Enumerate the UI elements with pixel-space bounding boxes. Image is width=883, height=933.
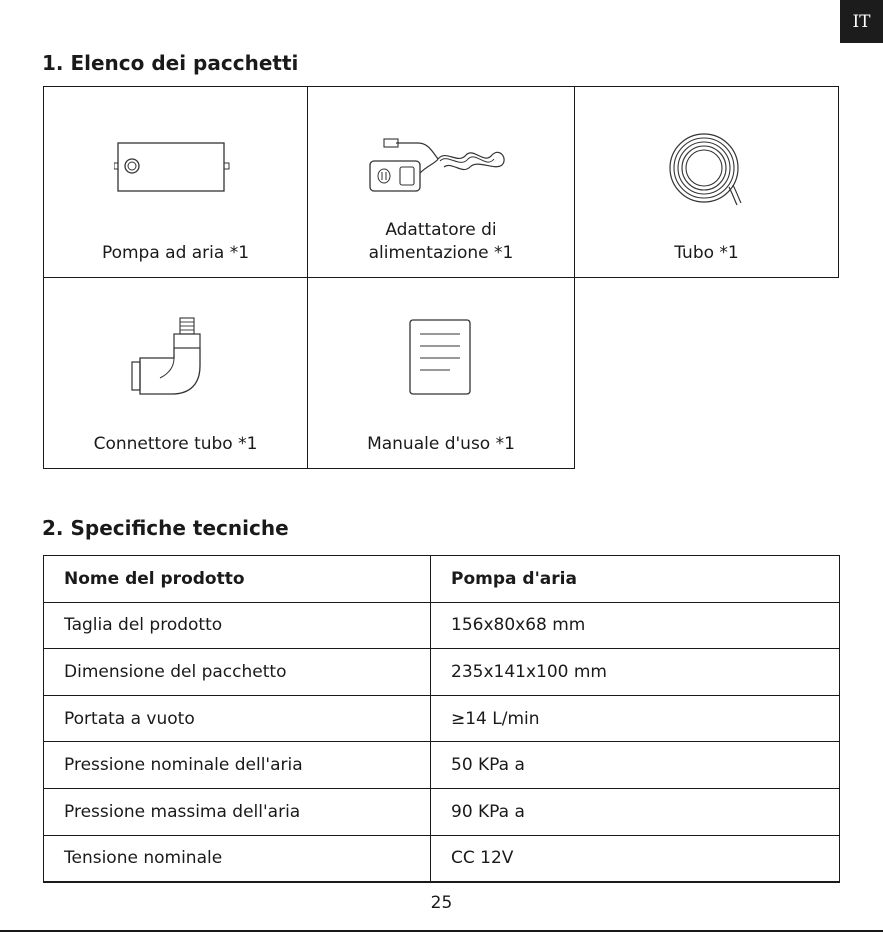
spec-name: Taglia del prodotto xyxy=(44,602,431,649)
tech-specs-title: 2. Specifiche tecniche xyxy=(42,516,289,540)
package-item-label: Adattatore di alimentazione *1 xyxy=(368,220,514,263)
spec-value: 90 KPa a xyxy=(431,788,840,835)
page-number: 25 xyxy=(430,893,453,913)
spec-value: 156x80x68 mm xyxy=(431,602,840,649)
package-item-label: Tubo *1 xyxy=(674,243,739,263)
package-item-label: Connettore tubo *1 xyxy=(93,434,258,454)
package-item-tube xyxy=(574,86,839,278)
table-row xyxy=(44,788,840,835)
spec-value: 50 KPa a xyxy=(431,742,840,789)
spec-header-name: Nome del prodotto xyxy=(44,556,431,603)
language-tab: IT xyxy=(840,0,883,43)
package-list-title: 1. Elenco dei pacchetti xyxy=(42,51,299,75)
air-pump-icon xyxy=(114,139,240,195)
spec-name: Pressione nominale dell'aria xyxy=(44,742,431,789)
bottom-divider xyxy=(0,930,883,932)
spec-header-value: Pompa d'aria xyxy=(431,556,840,603)
power-adapter-icon xyxy=(366,135,512,197)
spec-name: Portata a vuoto xyxy=(44,695,431,742)
spec-header-row xyxy=(44,556,840,603)
table-row xyxy=(44,602,840,649)
manual-icon xyxy=(408,318,474,398)
table-row xyxy=(44,649,840,696)
spec-value: ≥14 L/min xyxy=(431,695,840,742)
tube-coil-icon xyxy=(667,131,747,211)
table-row xyxy=(44,695,840,742)
spec-name: Pressione massima dell'aria xyxy=(44,788,431,835)
package-item-tube-connector xyxy=(43,277,308,469)
spec-name: Dimensione del pacchetto xyxy=(44,649,431,696)
spec-name: Tensione nominale xyxy=(44,835,431,882)
spec-table xyxy=(43,555,840,883)
package-item-power-adapter xyxy=(307,86,575,278)
package-item-manual xyxy=(307,277,575,469)
package-item-label: Manuale d'uso *1 xyxy=(367,434,515,454)
package-item-air-pump xyxy=(43,86,308,278)
spec-value: CC 12V xyxy=(431,835,840,882)
table-row xyxy=(44,742,840,789)
tube-connector-icon xyxy=(128,316,208,402)
package-item-label: Pompa ad aria *1 xyxy=(101,243,250,263)
spec-value: 235x141x100 mm xyxy=(431,649,840,696)
table-row xyxy=(44,835,840,882)
